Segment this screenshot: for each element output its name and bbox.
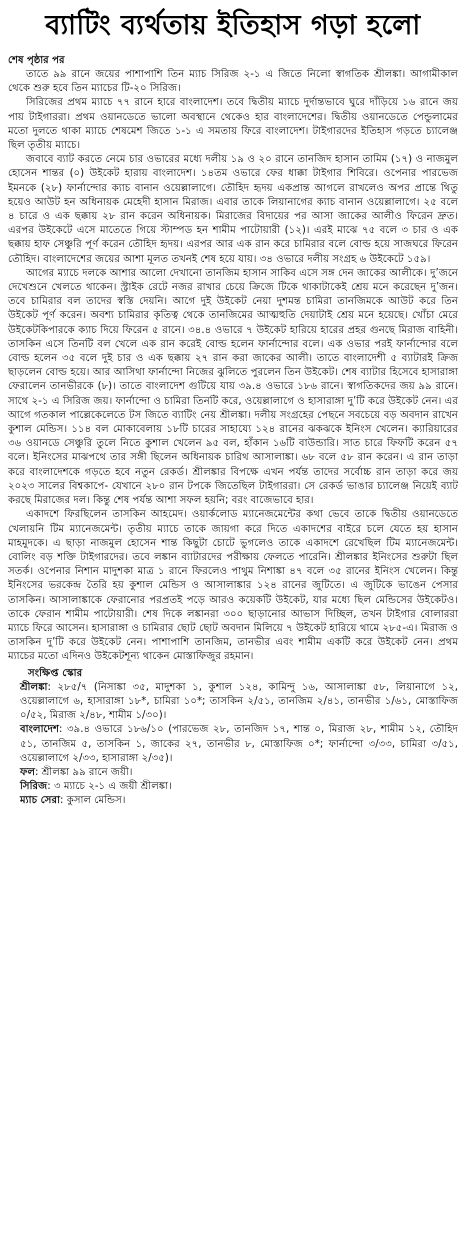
- sri-lanka-score: : ২৮৫/৭ (নিসাঙ্কা ৩৫, মাদুশকা ১, কুশাল ১২৪, কামিন্দু ১৬, আসালাঙ্কা ৫৮, লিয়ানাগে ১২, ওয়েল্লালাগে ৬, হাসারাঙ্গা ১৮*, চামিরা ১০*; তাসকিন ২/৫১, তানজিম ২/৪১, তানভীর ১/৬১, মোস্তাফিজ ০/৫২, মিরাজ ২/৪৮, শামীম ১/৩০)।: [20, 681, 458, 722]
- scorecard-series: [20, 780, 458, 794]
- scorecard-man-of-match: [20, 794, 458, 808]
- scorecard-sri-lanka: [20, 681, 458, 724]
- scorecard-bangladesh: [20, 723, 458, 766]
- bangladesh-score: : ৩৯.৪ ওভারে ১৮৬/১০ (পারভেজ ২৮, তানজিদ ১৭, শান্ত ০, মিরাজ ২৮, শামীম ১২, তৌহিদ ৫১, তানজিম ৫, তাসকিন ১, জাকের ২৭, তানভীর ৮, মোস্তাফিজ ০*; ফার্নান্দো ৩/৩৩, চামিরা ৩/৫১, ওয়েল্লালাগে ২/৩৩, হাসারাঙ্গা ২/৩৫)।: [20, 724, 458, 764]
- scorecard-result: [20, 766, 458, 780]
- paragraph: সিরিজের প্রথম ম্যাচে ৭৭ রানে হারে বাংলাদেশ। তবে দ্বিতীয় ম্যাচে দুর্দান্তভাবে ঘুরে দাঁড়িয়ে ১৬ রানে জয় পায় টাইগাররা। প্রথম ওয়ানডেতে ভালো অবস্থানে থেকেও হার বাংলাদেশের। দ্বিতীয় ওয়ানডেতে পেন্ডুলামের মতো দুলতে থাকা ম্যাচে শেষমেশ জিতে ১-১ এ সমতায় ফিরে বাংলাদেশ। টাইগারদের ইতিহাস গড়তে চ্যালেঞ্জ ছিল তৃতীয় ম্যাচে।: [8, 97, 458, 152]
- article-body: [8, 54, 458, 809]
- scorecard-heading: সংক্ষিপ্ত স্কোর: [28, 667, 83, 679]
- paragraph: একাদশে ফিরছিলেন তাসকিন আহমেদ। ওয়ার্কলোড ম্যানেজমেন্টের কথা ভেবে তাকে দ্বিতীয় ওয়ানডেতে খেলায়নি টিম ম্যানেজমেন্ট। তৃতীয় ম্যাচে তাকে জায়গা করে দিতে একাদশের বাইরে চলে যেতে হয় হাসান মাহমুদকে। এ ছাড়া নাজমুল হোসেন শান্ত কিছুটা চোটে ভুগলেও তাকে একাদশে রেখেছিল টিম ম্যানেজমেন্ট। বোলিং বড় শক্তি টাইগারদের। তবে লঙ্কান ব্যাটারদের পরীক্ষায় ফেলতে পারেনি। শ্রীলঙ্কার ইনিংসের শুরুটা ছিল সতর্ক। ওপেনার নিশান মাদুশকা মাত্র ১ রানে ফিরলেও পাথুম নিশাঙ্কা ৪৭ বলে ৩৫ রানের ইনিংস খেলেন। কিন্তু ইনিংসের ভরকেন্দ্র তৈরি হয় কুশাল মেন্ডিস ও আসালাঙ্কার ১২৪ রানের জুটিতে। এ জুটিকে ভাঙেন পেসার তাসকিন। আসালাঙ্কাকে ফেরানোর পরপ্রতই পড়ে আরও কয়েকটি উইকেট, যার মধ্যে ছিল মেন্ডিসের উইকেটও। তাকে ফেরান শামীম পাটোয়ারী। শেষ দিকে লঙ্কানরা ৩০০ ছাড়ানোর আভাস দিচ্ছিল, তখন টাইগার বোলাররা ম্যাচে ফিরে আসেন। হাসারাঙ্গা ও চামিরার ছোট ছোট অবদান মিলিয়ে ৭ উইকেট হারিয়ে থামে ২৮৫-এ। মিরাজ ও তাসকিন দু’টি করে উইকেট নেন। পাশাপাশি তানজিম, তানভীর এবং শামীম একটি করে উইকেট নেন। প্রথম ম্যাচের মতো এদিনও উইকেটশূন্য থাকেন মোস্তাফিজুর রহমান।: [8, 509, 458, 663]
- sri-lanka-label: শ্রীলঙ্কা: [20, 681, 48, 693]
- continued-from-label: শেষ পৃষ্ঠার পর: [8, 55, 65, 66]
- paragraph: জবাবে ব্যাট করতে নেমে চার ওভারের মধ্যে দলীয় ১৯ ও ২০ রানে তানজিদ হাসান তামিম (১৭) ও নাজমুল হোসেন শান্তর (০) উইকেট হারায় বাংলাদেশ। ১৪তম ওভারে ফের ধাক্কা টাইগার শিবিরে। ওপেনার পারভেজ ইমনকে (২৮) ফার্নান্দোর ক্যাচ বানান ওয়েল্লালাগে। তৌহিদ হৃদয় একপ্রান্ত আগলে রাখলেও অপর প্রান্তে থিতু হয়েও আউট হন অধিনায়ক মেহেদী হাসান মিরাজ। এবার তাকে লিয়ানাগের ক্যাচ বানান ওয়েল্লালাগে। ২৫ বলে ৪ চারে ও এক ছক্কায় ২৮ রান করেন অধিনায়ক। মিরাজের বিদায়ের পর আসা জাকের আলীও ফিরেন দ্রুত। এরপর উইকেটে এসে মাতেতে গিয়ে স্টাম্পড হন শামীম পাটোয়ারী (১২)। এরই মাঝে ৭৫ বলে ৩ চার ও এক ছক্কায় হাফ সেঞ্চুরি পূর্ণ করেন তৌহিদ হৃদয়। এরপর আর এক রান করে চামিরার বলে বোল্ড হয়ে সাজঘরে ফিরেন তৌহিদ। বাংলাদেশের জয়ের আশা মূলত তখনই শেষ হয়ে যায়। ৩৪ ওভারে দলীয় সংগ্রহ ৬ উইকেটে ১৫৯।: [8, 154, 458, 265]
- short-scorecard: [20, 667, 458, 809]
- bangladesh-label: বাংলাদেশ: [20, 724, 60, 736]
- series-label: সিরিজ: [20, 781, 48, 793]
- paragraph: তাতে ৯৯ রানে জয়ের পাশাপাশি তিন ম্যাচ সিরিজ ২-১ এ জিতে নিলো স্বাগতিক শ্রীলঙ্কা। আগামীকাল থেকে শুরু হবে তিন ম্যাচের টি-২০ সিরিজ।: [8, 69, 458, 95]
- headline: ব্যাটিং ব্যর্থতায় ইতিহাস গড়া হলো: [45, 10, 421, 41]
- result-label: ফল: [20, 766, 36, 778]
- result-text: : শ্রীলঙ্কা ৯৯ রানে জয়ী।: [35, 766, 133, 778]
- paragraph: আগের ম্যাচে দলকে আশার আলো দেখানো তানজিম হাসান সাকিব এসে সঙ্গ দেন জাকের আলীকে। দু’জনে দেখেশুনে খেলতে থাকেন। স্ট্রাইক রেটে নজর রাখার চেয়ে ক্রিজে টিকে থাকাটাকেই শ্রেয় মনে করেছেন দু’জন। তবে চামিরার বল তাদের স্বস্তি দেয়নি। আগে দুই উইকেট নেয়া দুশমন্ত চামিরা তানজিমকে আউট করে তিন উইকেট পূর্ণ করেন। অবশ্য চামিরার কৃতিত্ব থেকে তানজিমের আত্মহুতি দেয়াটাই শ্রেয় মনে হয়েছে। খোঁচা মেরে উইকেটকিপারকে ক্যাচ দিয়ে ফিরেন ৫ রানে। ৩৪.৪ ওভারে ৭ উইকেট হারিয়ে হারের প্রহর গুনছে মিরাজ বাহিনী। তাসকিন এসে তিনটি বল খেলে এক রান করেই বোল্ড হলেন ফার্নান্দোর বলে। এক ওভার পরই ফার্নান্দোর বলে বোল্ড হলেন ৩৫ বলে দুই চার ও এক ছক্কায় ২৭ রান করা জাকের আলী। তাতে বাংলাদেশী ৫ ব্যাটারই ক্রিজ ছাড়লেন বোল্ড হয়ে। আর আসিথা ফার্নান্দো নিজের ঝুলিতে পুরলেন তিন উইকেট। শেষ ব্যাটার হিসেবে হাসারাঙ্গা ফেরালেন তানভীরকে (৮)। তাতে বাংলাদেশ গুটিয়ে যায় ৩৯.৪ ওভারে ১৮৬ রানে। স্বাগতিকদের জয় ৯৯ রানে। সাথে ২-১ এ সিরিজ জয়। ফার্নান্দো ও চামিরা তিনটি করে, ওয়েল্লালাগে ও হাসারাঙ্গা দু’টি করে উইকেট নেন। এর আগে গতকাল পাল্লেকেলেতে টস জিতে ব্যাটিং নেয় শ্রীলঙ্কা। দলীয় সংগ্রহের পেছনে সবচেয়ে বড় অবদান রাখেন কুশাল মেন্ডিস। ১১৪ বল মোকাবেলায় ১৮টি চারের সাহায্যে ১২৪ রানের ঝকঝকে ইনিংস খেলেন। ক্যারিয়ারের ৩৬ ওয়ানডে সেঞ্চুরি তুলে নিতে কুশাল খেলেন ৯৫ বল, হাঁকান ১৬টি বাউন্ডারি। সাত চারে ফিফটি করেন ৫৭ বলে। ইনিংসের মাঝপথে তার সঙ্গী ছিলেন অধিনায়ক চারিথ আসালাঙ্কা। ৬৮ বলে ৫৮ রান করেন। এ রান তাড়া করে বাংলাদেশকে গড়তে হবে নতুন রেকর্ড। শ্রীলঙ্কার বিপক্ষে এখন পর্যন্ত তাদের সর্বোচ্চ রান তাড়া করে জয় ২০২৩ সালের বিশ্বকাপে- যেখানে ২৮০ রান টপকে জিতেছিল টাইগাররা। সে রেকর্ড ভাঙার চ্যালেঞ্জ নিয়েই ব্যাট করছে মিরাজের দল। কিন্তু শেষ পর্যন্ত আশা সফল হয়নি; বরং বাজেভাবে হার।: [8, 267, 458, 507]
- man-of-match-label: ম্যাচ সেরা: [20, 795, 61, 807]
- series-text: : ৩ ম্যাচে ২-১ এ জয়ী শ্রীলঙ্কা।: [47, 781, 172, 793]
- man-of-match-text: : কুসাল মেন্ডিস।: [60, 795, 126, 807]
